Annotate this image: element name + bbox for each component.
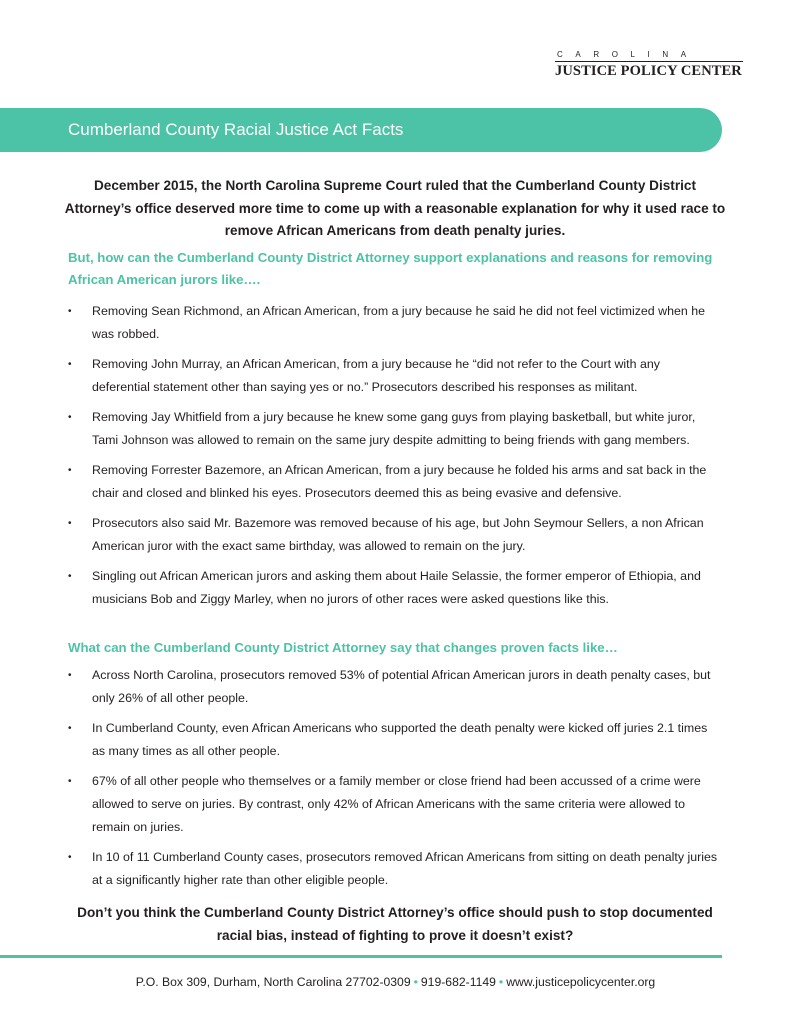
list-item <box>68 300 718 346</box>
footer-website-link[interactable]: www.justicepolicycenter.org <box>506 975 656 989</box>
bullet-icon: • <box>68 359 72 370</box>
section2-heading: What can the Cumberland County District Attorney say that changes proven facts like… <box>68 640 618 655</box>
title-banner <box>0 108 722 152</box>
list-item-text: Removing John Murray, an African American, from a jury because he “did not refer to the Court with any deferential statement other than saying yes or no.” Prosecutors described his responses as militant. <box>92 357 660 394</box>
bullet-icon: • <box>68 412 72 423</box>
bullet-icon: • <box>68 776 72 787</box>
list-item <box>68 664 718 710</box>
list-item-text: Singling out African American jurors and asking them about Haile Selassie, the former emperor of Ethiopia, and musicians Bob and Ziggy Marley, when no jurors of other races were asked questions like this. <box>92 569 701 606</box>
list-item <box>68 846 718 892</box>
section1-heading: But, how can the Cumberland County District Attorney support explanations and reasons for removing African American jurors like…. <box>68 250 713 287</box>
list-item <box>68 770 718 839</box>
bullet-icon: • <box>68 465 72 476</box>
footer-separator: • <box>413 975 418 989</box>
page-title: Cumberland County Racial Justice Act Facts <box>68 120 404 139</box>
bullet-icon: • <box>68 571 72 582</box>
footer-address: P.O. Box 309, Durham, North Carolina 27702-0309 <box>135 975 411 989</box>
list-item <box>68 717 718 763</box>
list-item-text: In Cumberland County, even African Americans who supported the death penalty were kicked off juries 2.1 times as many times as all other people. <box>92 721 708 758</box>
footer-divider <box>0 955 722 958</box>
list-item <box>68 406 718 452</box>
lead-paragraph: December 2015, the North Carolina Supreme Court ruled that the Cumberland County District Attorney’s office deserved more time to come up with a reasonable explanation for why it used race to remove African Americans from death penalty juries. <box>64 178 726 238</box>
closing-question: Don’t you think the Cumberland County District Attorney’s office should push to stop documented racial bias, instead of fighting to prove it doesn’t exist? <box>77 905 713 943</box>
logo-state-name: CAROLINA <box>557 50 699 59</box>
logo-organization-name: JUSTICE POLICY CENTER <box>555 63 742 79</box>
list-item <box>68 565 718 611</box>
footer <box>0 975 791 989</box>
list-item-text: Removing Sean Richmond, an African American, from a jury because he said he did not feel victimized when he was robbed. <box>92 304 705 341</box>
list-item-text: Removing Jay Whitfield from a jury because he knew some gang guys from playing basketball, but white juror, Tami Johnson was allowed to remain on the same jury despite admitting to being friends with gang members. <box>92 410 696 447</box>
list-item-text: 67% of all other people who themselves or a family member or close friend had been accussed of a crime were allowed to serve on juries. By contrast, only 42% of African Americans with the same criteria were allowed to remain on juries. <box>92 774 701 834</box>
list-item <box>68 512 718 558</box>
bullet-icon: • <box>68 723 72 734</box>
organization-logo <box>555 50 745 79</box>
list-item-text: Across North Carolina, prosecutors removed 53% of potential African American jurors in death penalty cases, but only 26% of all other people. <box>92 668 711 705</box>
list-item-text: Removing Forrester Bazemore, an African American, from a jury because he folded his arms and sat back in the chair and closed and blinked his eyes. Prosecutors deemed this as being evasive and defensive. <box>92 463 707 500</box>
section2-list <box>68 664 718 892</box>
footer-phone: 919-682-1149 <box>420 975 496 989</box>
bullet-icon: • <box>68 852 72 863</box>
bullet-icon: • <box>68 670 72 681</box>
section1-list <box>68 300 718 611</box>
list-item <box>68 459 718 505</box>
bullet-icon: • <box>68 518 72 529</box>
list-item-text: In 10 of 11 Cumberland County cases, prosecutors removed African Americans from sitting on death penalty juries at a significantly higher rate than other eligible people. <box>92 850 718 887</box>
list-item <box>68 353 718 399</box>
list-item-text: Prosecutors also said Mr. Bazemore was removed because of his age, but John Seymour Sellers, a non African American juror with the exact same birthday, was allowed to remain on the jury. <box>92 516 704 553</box>
bullet-icon: • <box>68 306 72 317</box>
footer-separator: • <box>498 975 504 989</box>
